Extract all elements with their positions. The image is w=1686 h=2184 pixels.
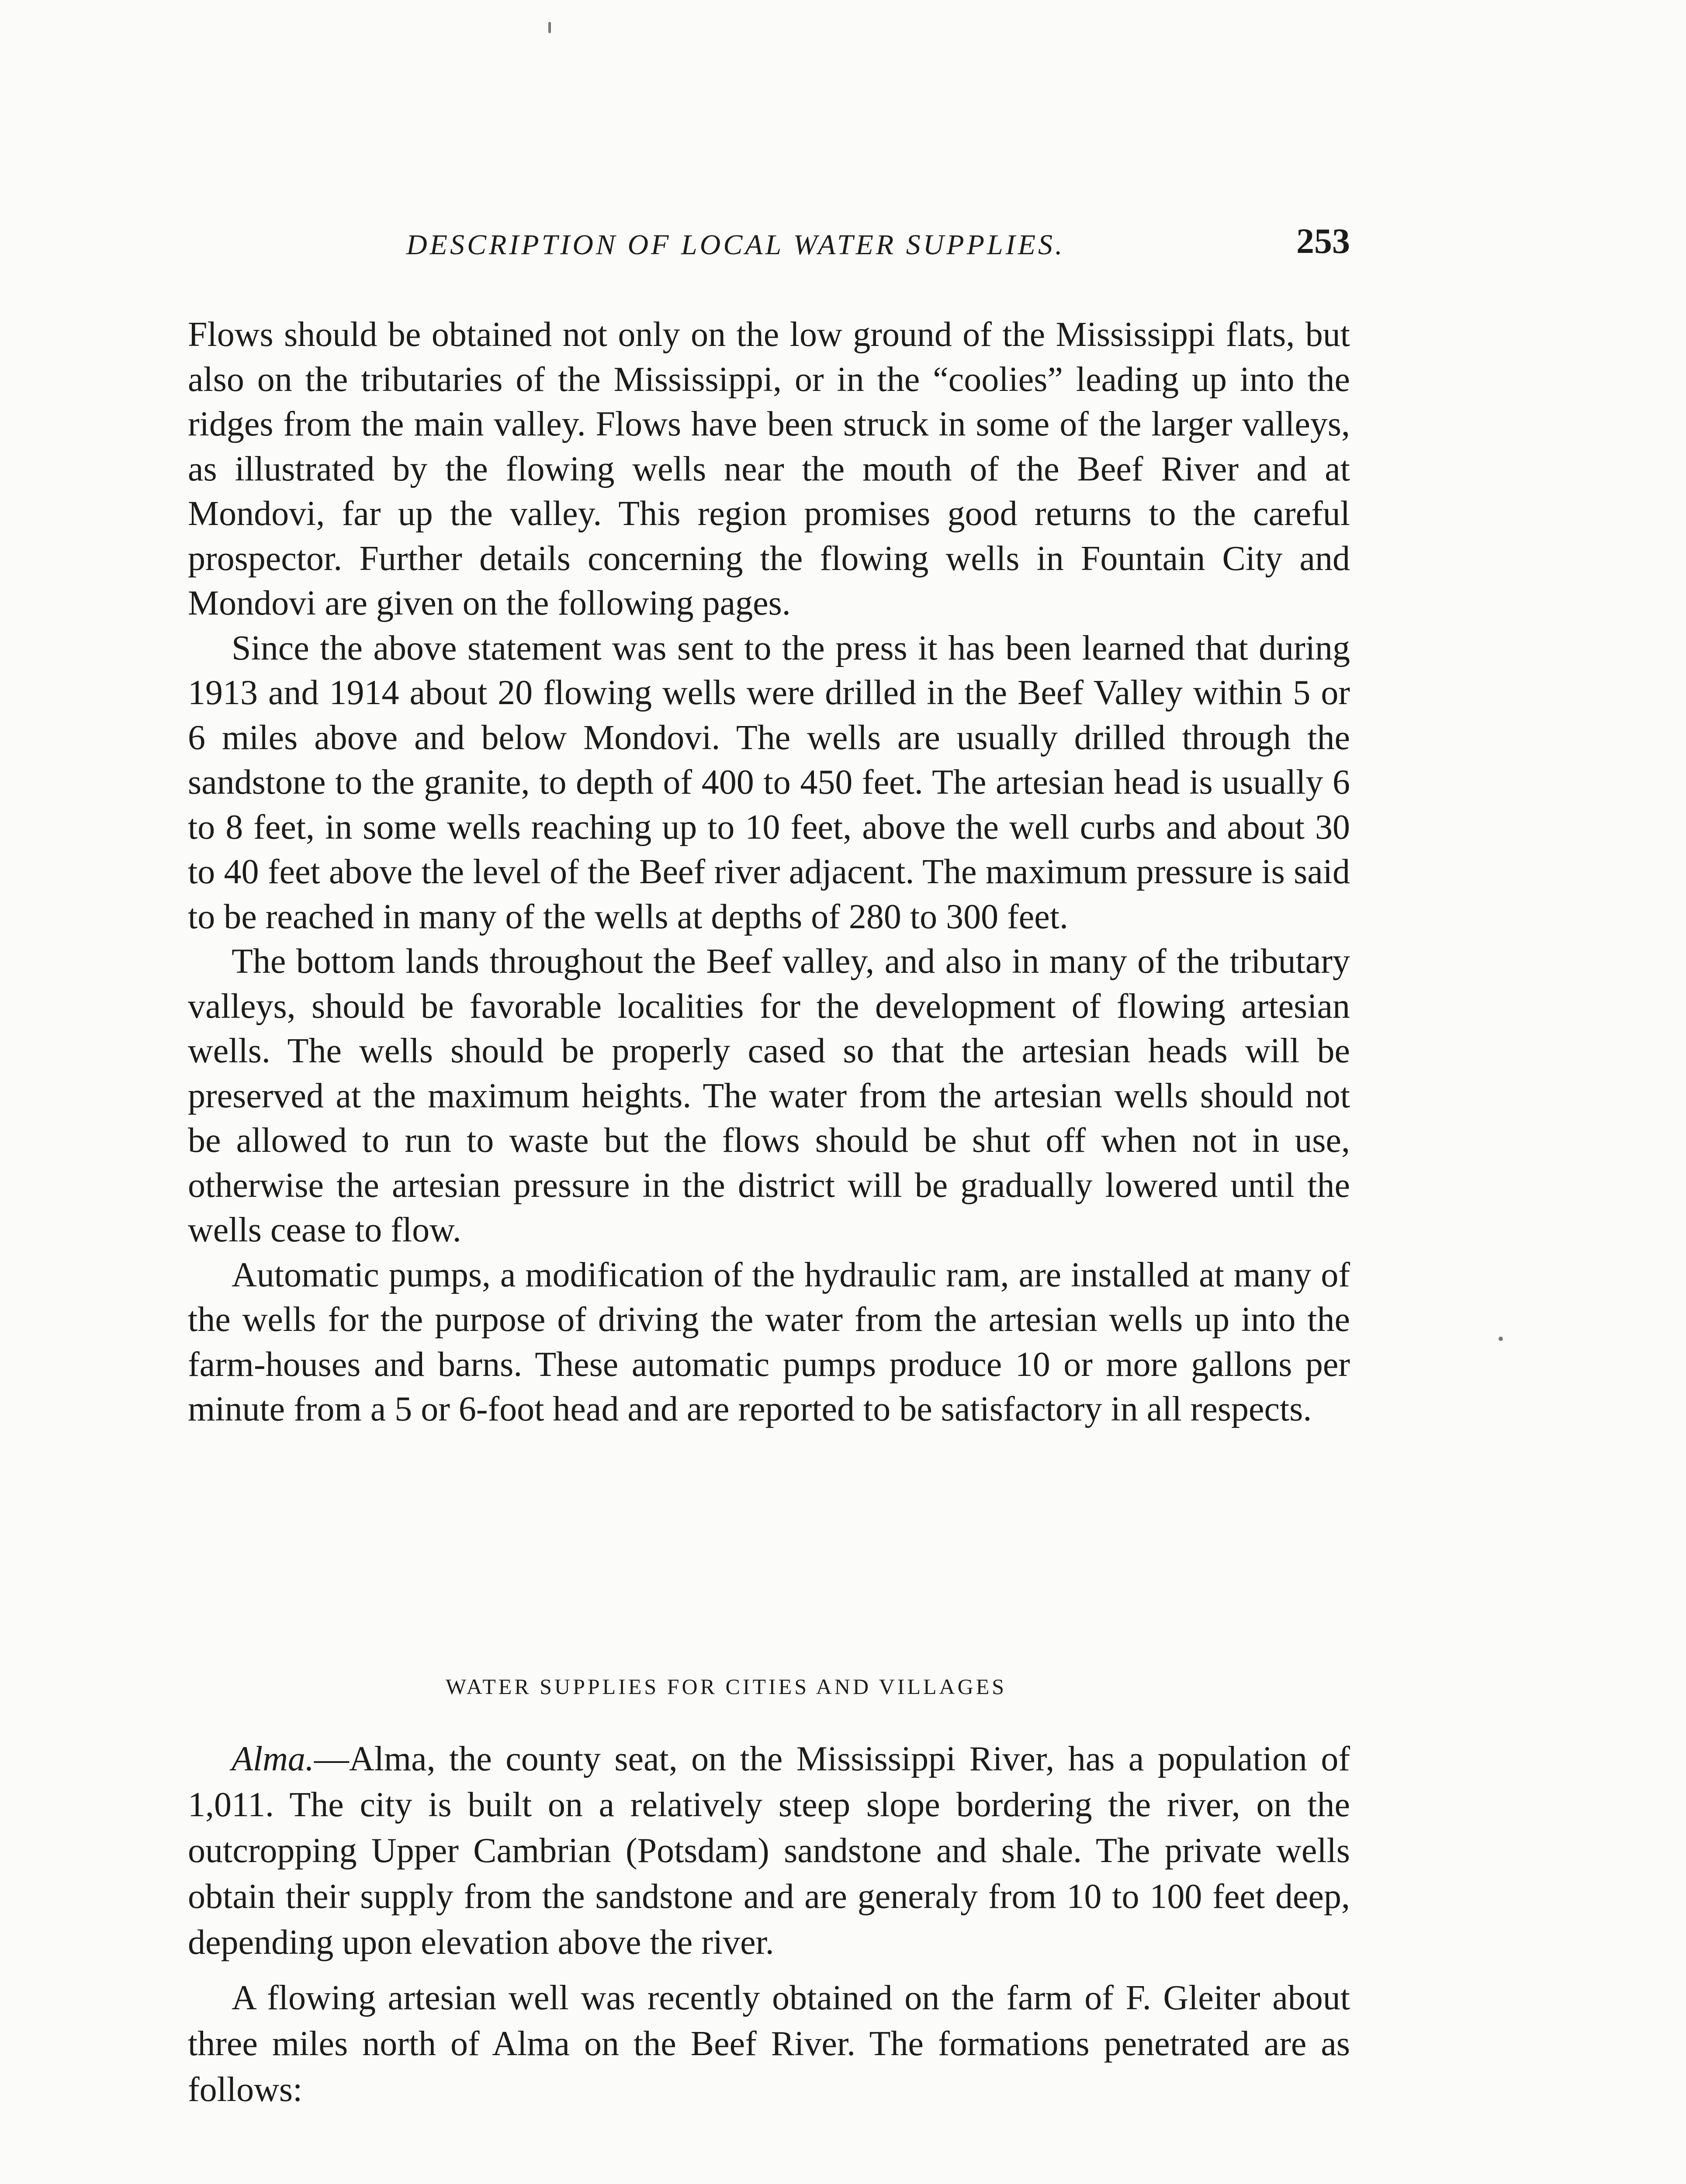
- scan-speck: [1499, 1337, 1503, 1341]
- scan-speck: [548, 22, 551, 33]
- alma-place-name: Alma.: [232, 1740, 314, 1778]
- paragraph-bottom-lands: The bottom lands throughout the Beef valley, and also in many of the tributary valleys, should be favorable localities for the development of flowing artesian wells. The wells should be properly cased so that the artesian heads will be preserved at the maximum heights. The water from the artesian wells should not be allowed to run to waste but the flows should be shut off when not in use, otherwise the artesian pressure in the district will be gradually lowered until the wells cease to flow.: [188, 942, 1350, 1249]
- paragraph-flowing-well: A flowing artesian well was recently obtained on the farm of F. Gleiter about three miles north of Alma on the Beef River. The formations penetrated are as follows:: [188, 1979, 1350, 2109]
- section-heading: WATER SUPPLIES FOR CITIES AND VILLAGES: [446, 1674, 1007, 1699]
- paragraph-automatic-pumps: Automatic pumps, a modification of the hydraulic ram, are installed at many of the wells for the purpose of driving the water from the artesian wells up into the farm-houses and barns. These automatic pumps produce 10 or more gallons per minute from a 5 or 6-foot head and are reported to be satisfactory in all respects.: [188, 1255, 1350, 1428]
- paragraph-alma-intro: [188, 1736, 1350, 1966]
- alma-text-block: [188, 1736, 1350, 2113]
- alma-intro-text: Alma, the county seat, on the Mississippi River, has a population of 1,011. The city is built on a relatively steep slope bordering the river, on the outcropping Upper Cambrian (Potsdam) sandstone and shale. The private wells obtain their supply from the sandstone and are generaly from 10 to 100 feet deep, depending upon elevation above the river.: [188, 1740, 1350, 1962]
- page-number: 253: [1296, 221, 1350, 261]
- running-title: DESCRIPTION OF LOCAL WATER SUPPLIES.: [406, 229, 1065, 261]
- paragraph-since-statement: Since the above statement was sent to the press it has been learned that during 1913 and 1914 about 20 flowing wells were drilled in the Beef Valley within 5 or 6 miles above and below Mondovi. The wells are usually drilled through the sandstone to the granite, to depth of 400 to 450 feet. The artesian head is usually 6 to 8 feet, in some wells reaching up to 10 feet, above the well curbs and about 30 to 40 feet above the level of the Beef river adjacent. The maximum pressure is said to be reached in many of the wells at depths of 280 to 300 feet.: [188, 629, 1350, 936]
- page-header: [406, 221, 1350, 269]
- main-text-block: [188, 312, 1350, 1432]
- paragraph-group-top: [188, 312, 1350, 1432]
- alma-dash: —: [314, 1740, 349, 1778]
- paragraph-flows: Flows should be obtained not only on the low ground of the Mississippi flats, but also on the tributaries of the Mississippi, or in the “coolies” leading up into the ridges from the main valley. Flows have been struck in some of the larger valleys, as illustrated by the flowing wells near the mouth of the Beef River and at Mondovi, far up the valley. This region promises good returns to the careful prospector. Further details concerning the flowing wells in Fountain City and Mondovi are given on the following pages.: [188, 315, 1350, 622]
